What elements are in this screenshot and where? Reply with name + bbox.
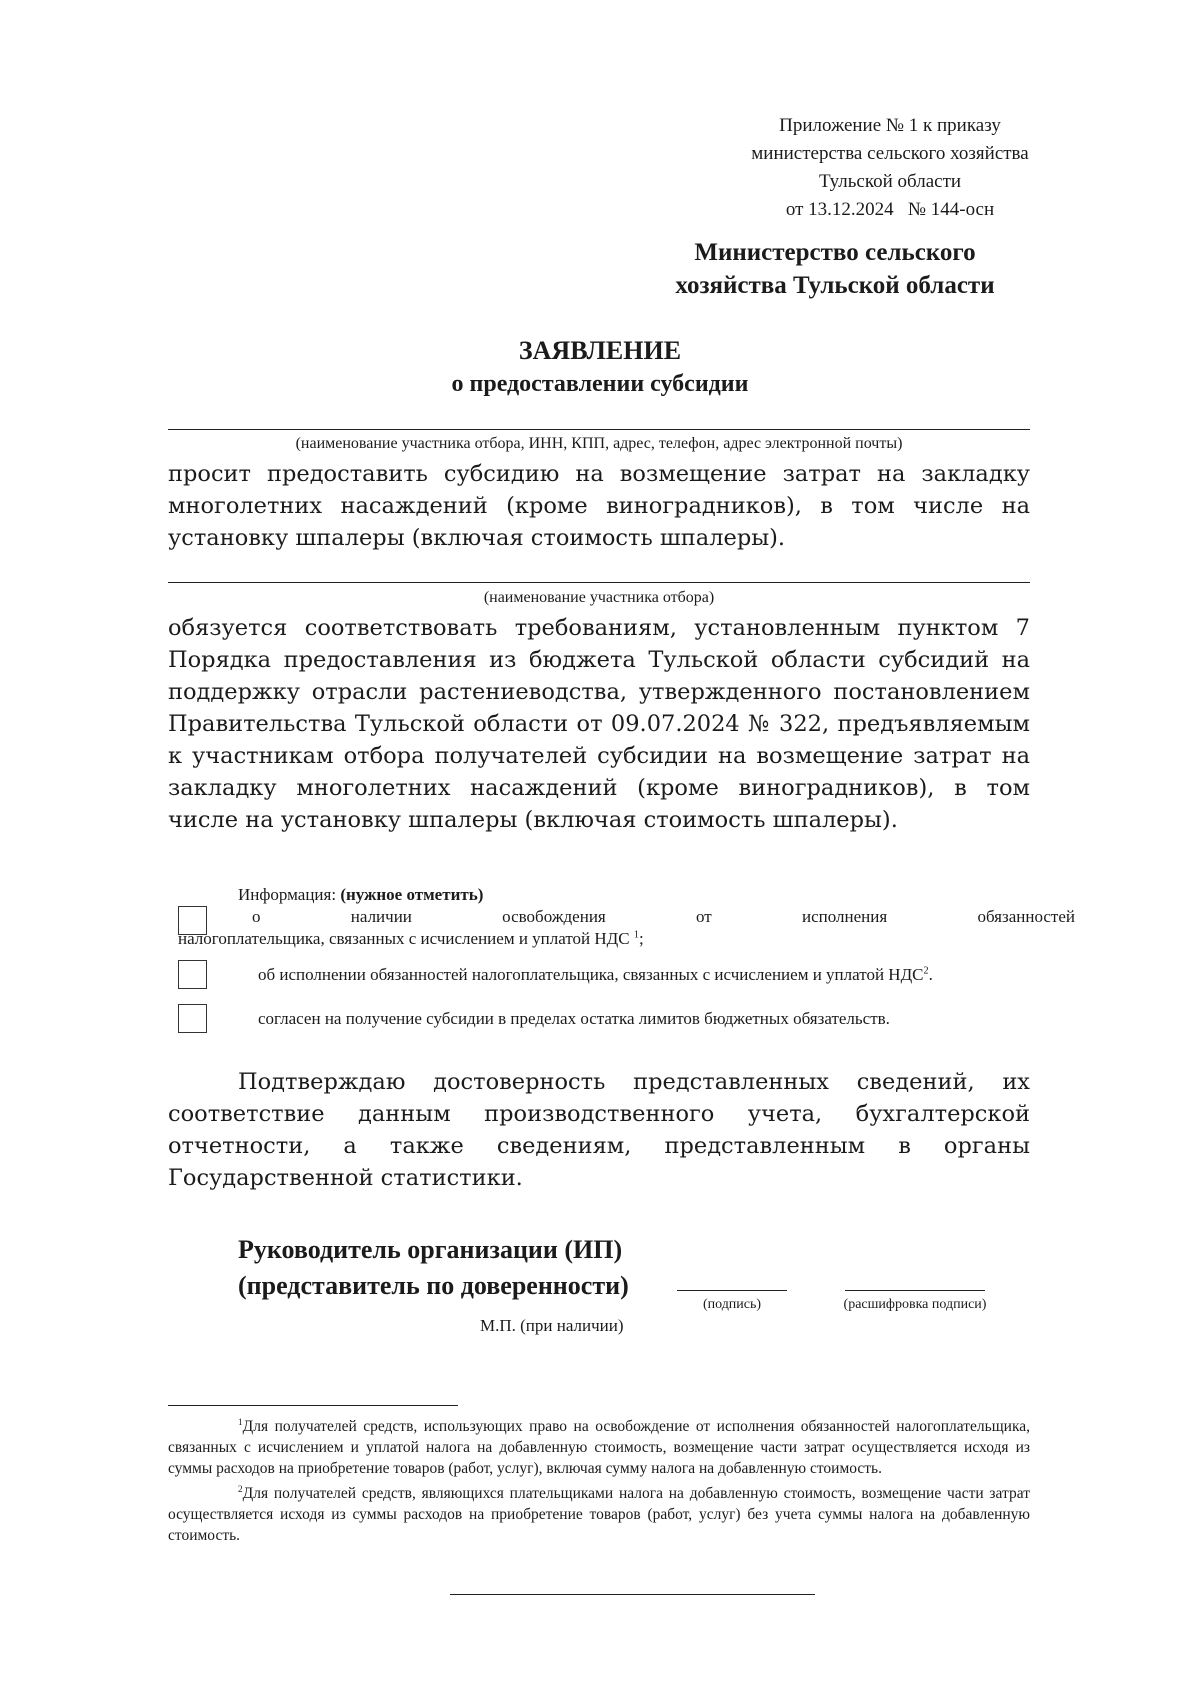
footnote-2 (168, 1483, 1030, 1546)
footnote-separator (168, 1405, 458, 1406)
footnote-ref-1[interactable]: 1 (633, 929, 639, 941)
option-vat-exemption-rest: налогоплательщика, связанных с исчислением и уплатой НДС (178, 929, 630, 948)
info-label (238, 884, 483, 906)
option-limits-consent: согласен на получение субсидии в пределах остатка лимитов бюджетных обязательств. (258, 1009, 890, 1028)
applicant-caption: (наименование участника отбора, ИНН, КПП, адрес, телефон, адрес электронной почты) (295, 435, 903, 452)
info-label-text: Информация: (238, 885, 341, 904)
signature-line-1: Руководитель организации (ИП) (238, 1235, 623, 1264)
appendix-line-1: Приложение № 1 к приказу (779, 115, 1001, 136)
signature-caption: (подпись) (702, 1297, 762, 1312)
addressee-line-1: Министерство сельского (694, 239, 976, 266)
appendix-reference (720, 112, 1060, 224)
option-vat-exemption (178, 906, 1075, 950)
option-vat-obligations: об исполнении обязанностей налогоплательщика, связанных с исчислением и уплатой НДС$^2$. (258, 965, 933, 984)
stamp-label: М.П. (при наличии) (480, 1316, 624, 1335)
option-vat-obligations-text: об исполнении обязанностей налогоплательщика, связанных с исчислением и уплатой НДС (258, 965, 924, 984)
addressee (640, 236, 1030, 302)
footnote-ref-2[interactable]: 2 (923, 965, 929, 977)
participant-fill-line[interactable] (168, 582, 1030, 583)
participant-caption: (наименование участника отбора) (483, 589, 715, 606)
info-label-bold: (нужное отметить) (340, 885, 484, 904)
footnote-2-mark: 2 (238, 1484, 243, 1495)
signature-decode-fill-line[interactable] (845, 1290, 985, 1291)
confirmation-paragraph: Подтверждаю достоверность представленных сведений, их соответствие данным производственного учета, бухгалтерской отчетности, а также сведениям, представленным в органы Государственной статистики. (168, 1069, 1030, 1191)
option-vat-exemption-first: о наличии освобождения от исполнения обязанностей (252, 907, 1075, 926)
document-subtitle: о предоставлении субсидии (451, 371, 749, 397)
checkbox-limits-consent[interactable] (178, 1004, 207, 1033)
request-paragraph: просит предоставить субсидию на возмещение затрат на закладку многолетних насаждений (кроме виноградников), в том числе на установку шпалеры (включая стоимость шпалеры). (168, 461, 1030, 551)
appendix-line-2: министерства сельского хозяйства (751, 143, 1029, 164)
appendix-line-3: Тульской области (818, 171, 962, 192)
closing-line (450, 1594, 815, 1595)
appendix-line-4: от 13.12.2024 № 144-осн (785, 199, 995, 220)
option-vat-exemption-rest-line: налогоплательщика, связанных с исчислением и уплатой НДС $^1$; (178, 929, 644, 948)
checkbox-vat-obligations[interactable] (178, 960, 207, 989)
signature-block-heading (238, 1232, 698, 1304)
obligation-paragraph: обязуется соответствовать требованиям, установленным пунктом 7 Порядка предоставления из бюджета Тульской области субсидий на поддержку отрасли растениеводства, утвержденного постановлением Правительства Тульской области от 09.07.2024 № 322, предъявляемым к участникам отбора получателей субсидии на возмещение затрат на закладку многолетних насаждений (кроме виноградников), в том числе на установку шпалеры (включая стоимость шпалеры). (168, 615, 1030, 833)
applicant-fill-line[interactable] (168, 429, 1030, 430)
signature-line-2: (представитель по доверенности) (238, 1271, 629, 1300)
footnote-2-text: Для получателей средств, являющихся плательщиками налога на добавленную стоимость, возмещение части затрат осуществляется исходя из суммы расходов на приобретение товаров (работ, услуг) без учета суммы налога на добавленную стоимость. (168, 1485, 1030, 1544)
footnote-1 (168, 1416, 1030, 1479)
footnote-1-mark: 1 (238, 1417, 243, 1428)
footnotes (168, 1416, 1030, 1546)
addressee-line-2: хозяйства Тульской области (675, 272, 995, 299)
signature-decode-caption: (расшифровка подписи) (843, 1297, 987, 1312)
footnote-1-text: Для получателей средств, использующих право на освобождение от исполнения обязанностей налогоплательщика, связанных с исчислением и уплатой налога на добавленную стоимость, возмещение части затрат осуществляется исходя из суммы расходов на приобретение товаров (работ, услуг), включая сумму налога на добавленную стоимость. (168, 1418, 1030, 1477)
document-title: ЗАЯВЛЕНИЕ (518, 336, 682, 365)
signature-fill-line[interactable] (677, 1290, 787, 1291)
